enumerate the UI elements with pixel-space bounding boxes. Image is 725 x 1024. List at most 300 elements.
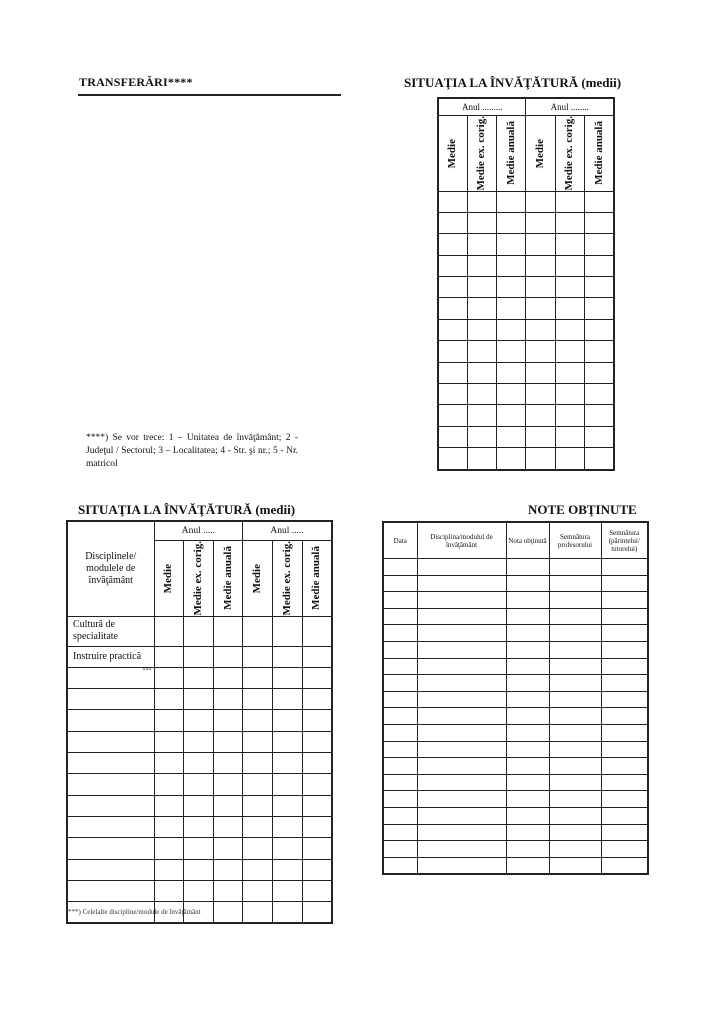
table-row xyxy=(383,857,648,874)
grade-cell[interactable] xyxy=(506,824,549,841)
grade-cell[interactable] xyxy=(585,384,614,405)
transfer-divider xyxy=(78,94,341,96)
grade-cell[interactable] xyxy=(272,753,302,774)
grade-cell[interactable] xyxy=(467,191,496,212)
grade-cell[interactable] xyxy=(506,758,549,775)
grade-cell[interactable] xyxy=(272,774,302,795)
table-row xyxy=(67,646,332,667)
grade-cell[interactable] xyxy=(585,341,614,362)
grade-cell[interactable] xyxy=(213,689,243,710)
grade-cell[interactable] xyxy=(184,774,214,795)
grade-cell[interactable] xyxy=(243,753,273,774)
discipline-cell[interactable] xyxy=(67,859,154,880)
grade-cell[interactable] xyxy=(549,724,601,741)
grade-cell[interactable] xyxy=(585,212,614,233)
grade-cell[interactable] xyxy=(497,191,526,212)
grade-cell[interactable] xyxy=(585,234,614,255)
discipline-name: Instruire practică xyxy=(67,646,154,667)
grade-cell[interactable] xyxy=(549,774,601,791)
grade-cell[interactable] xyxy=(549,658,601,675)
table-row xyxy=(438,255,614,276)
grade-cell[interactable] xyxy=(555,212,584,233)
discipline-cell[interactable] xyxy=(67,710,154,731)
discipline-cell[interactable] xyxy=(67,816,154,837)
grade-cell[interactable] xyxy=(302,816,332,837)
grade-cell[interactable] xyxy=(506,675,549,692)
grade-cell[interactable] xyxy=(601,857,648,874)
grade-cell[interactable] xyxy=(585,191,614,212)
grade-cell[interactable] xyxy=(243,731,273,752)
grade-cell[interactable] xyxy=(213,753,243,774)
grade-cell[interactable] xyxy=(417,691,506,708)
grade-cell[interactable] xyxy=(601,824,648,841)
grade-cell[interactable] xyxy=(467,362,496,383)
grade-cell[interactable] xyxy=(243,710,273,731)
column-header-medie-anuala: Medie anuală xyxy=(497,116,526,192)
grade-cell[interactable] xyxy=(154,710,184,731)
grade-cell[interactable] xyxy=(184,646,214,667)
grade-cell[interactable] xyxy=(302,731,332,752)
grade-cell[interactable] xyxy=(497,426,526,447)
grade-cell[interactable] xyxy=(467,255,496,276)
grade-cell[interactable] xyxy=(417,675,506,692)
grade-cell[interactable] xyxy=(383,758,417,775)
grade-cell[interactable] xyxy=(497,298,526,319)
grade-cell[interactable] xyxy=(555,319,584,340)
grade-cell[interactable] xyxy=(302,902,332,924)
table-row xyxy=(438,277,614,298)
grade-cell[interactable] xyxy=(243,859,273,880)
grade-cell[interactable] xyxy=(549,841,601,858)
grade-cell[interactable] xyxy=(585,448,614,470)
grade-cell[interactable] xyxy=(154,689,184,710)
grade-cell[interactable] xyxy=(243,667,273,688)
table-row xyxy=(383,741,648,758)
grade-cell[interactable] xyxy=(417,824,506,841)
grade-cell[interactable] xyxy=(302,838,332,859)
grade-cell[interactable] xyxy=(417,724,506,741)
grade-cell[interactable] xyxy=(272,710,302,731)
grade-cell[interactable] xyxy=(184,816,214,837)
grade-cell[interactable] xyxy=(302,859,332,880)
grade-cell[interactable] xyxy=(213,731,243,752)
grade-cell[interactable] xyxy=(272,646,302,667)
grade-cell[interactable] xyxy=(154,616,184,646)
grade-cell[interactable] xyxy=(383,841,417,858)
grade-cell[interactable] xyxy=(272,816,302,837)
column-header-date: Data xyxy=(383,522,417,559)
grade-cell[interactable] xyxy=(243,616,273,646)
grade-cell[interactable] xyxy=(555,426,584,447)
grade-cell[interactable] xyxy=(302,795,332,816)
grade-cell[interactable] xyxy=(417,559,506,576)
grade-cell[interactable] xyxy=(417,807,506,824)
grade-cell[interactable] xyxy=(526,448,555,470)
grade-cell[interactable] xyxy=(213,646,243,667)
grade-cell[interactable] xyxy=(302,880,332,901)
notes-table xyxy=(382,521,649,875)
grade-cell[interactable] xyxy=(383,608,417,625)
grade-cell[interactable] xyxy=(154,667,184,688)
grade-cell[interactable] xyxy=(497,255,526,276)
grade-cell[interactable] xyxy=(154,753,184,774)
grade-cell[interactable] xyxy=(585,277,614,298)
grade-cell[interactable] xyxy=(383,741,417,758)
grade-cell[interactable] xyxy=(438,341,467,362)
grade-cell[interactable] xyxy=(213,859,243,880)
table-row xyxy=(67,731,332,752)
grade-cell[interactable] xyxy=(467,212,496,233)
grade-cell[interactable] xyxy=(302,667,332,688)
grade-cell[interactable] xyxy=(154,859,184,880)
grade-cell[interactable] xyxy=(526,384,555,405)
discipline-cell[interactable] xyxy=(67,689,154,710)
grade-cell[interactable] xyxy=(383,575,417,592)
grade-cell[interactable] xyxy=(302,774,332,795)
grade-cell[interactable] xyxy=(467,277,496,298)
grade-cell[interactable] xyxy=(213,795,243,816)
grade-cell[interactable] xyxy=(438,191,467,212)
grade-cell[interactable] xyxy=(438,362,467,383)
grade-cell[interactable] xyxy=(184,753,214,774)
table-row xyxy=(438,191,614,212)
grade-cell[interactable] xyxy=(601,691,648,708)
grade-cell[interactable] xyxy=(417,841,506,858)
grades-table-top xyxy=(437,97,615,471)
grade-cell[interactable] xyxy=(601,724,648,741)
grade-cell[interactable] xyxy=(601,758,648,775)
grade-cell[interactable] xyxy=(506,608,549,625)
grade-cell[interactable] xyxy=(243,774,273,795)
grade-cell[interactable] xyxy=(243,816,273,837)
grade-cell[interactable] xyxy=(272,880,302,901)
grade-cell[interactable] xyxy=(555,405,584,426)
grade-cell[interactable] xyxy=(243,902,273,924)
grade-cell[interactable] xyxy=(302,689,332,710)
grade-cell[interactable] xyxy=(184,731,214,752)
grade-cell[interactable] xyxy=(506,559,549,576)
grade-cell[interactable] xyxy=(506,641,549,658)
grade-cell[interactable] xyxy=(272,731,302,752)
grade-cell[interactable] xyxy=(497,341,526,362)
discipline-cell[interactable] xyxy=(67,880,154,901)
grade-cell[interactable] xyxy=(272,838,302,859)
table-row xyxy=(67,667,332,688)
grade-cell[interactable] xyxy=(467,426,496,447)
grade-cell[interactable] xyxy=(243,838,273,859)
grade-cell[interactable] xyxy=(506,791,549,808)
grade-cell[interactable] xyxy=(549,592,601,609)
discipline-cell[interactable] xyxy=(67,838,154,859)
grade-cell[interactable] xyxy=(526,277,555,298)
grade-cell[interactable] xyxy=(555,362,584,383)
grade-cell[interactable] xyxy=(467,234,496,255)
grade-cell[interactable] xyxy=(213,816,243,837)
transfer-footnote: ****) Se vor trece: 1 – Unitatea de învăţământ; 2 - Judeţul / Sectorul; 3 – Localitatea; 4 - Str. şi nr.; 5 - Nr. matricol xyxy=(86,433,298,469)
grade-cell[interactable] xyxy=(497,405,526,426)
grade-cell[interactable] xyxy=(383,691,417,708)
table-row xyxy=(383,559,648,576)
grade-cell[interactable] xyxy=(506,841,549,858)
grade-cell[interactable] xyxy=(526,362,555,383)
grade-cell[interactable] xyxy=(302,710,332,731)
grade-cell[interactable] xyxy=(154,795,184,816)
table-row xyxy=(438,298,614,319)
table-row xyxy=(67,616,332,646)
grade-cell[interactable] xyxy=(302,616,332,646)
grade-cell[interactable] xyxy=(601,575,648,592)
grade-cell[interactable] xyxy=(506,807,549,824)
disciplines-footnote: ***) Celelalte discipline/module de învăţământ xyxy=(68,908,201,916)
grade-cell[interactable] xyxy=(213,667,243,688)
grade-cell[interactable] xyxy=(601,625,648,642)
grade-cell[interactable] xyxy=(243,689,273,710)
grade-cell[interactable] xyxy=(467,341,496,362)
table-row xyxy=(438,362,614,383)
grade-cell[interactable] xyxy=(184,838,214,859)
grade-cell[interactable] xyxy=(383,658,417,675)
grade-cell[interactable] xyxy=(213,880,243,901)
grade-cell[interactable] xyxy=(272,859,302,880)
grade-cell[interactable] xyxy=(383,708,417,725)
grade-cell[interactable] xyxy=(526,319,555,340)
grade-cell[interactable] xyxy=(417,791,506,808)
grade-cell[interactable] xyxy=(497,212,526,233)
grade-cell[interactable] xyxy=(497,234,526,255)
grade-cell[interactable] xyxy=(154,731,184,752)
grade-cell[interactable] xyxy=(383,641,417,658)
grade-cell[interactable] xyxy=(506,625,549,642)
grade-cell[interactable] xyxy=(601,559,648,576)
grade-cell[interactable] xyxy=(497,384,526,405)
grade-cell[interactable] xyxy=(383,774,417,791)
grade-cell[interactable] xyxy=(417,774,506,791)
grade-cell[interactable] xyxy=(184,616,214,646)
grade-cell[interactable] xyxy=(272,902,302,924)
grade-cell[interactable] xyxy=(417,708,506,725)
grade-cell[interactable] xyxy=(438,448,467,470)
grade-cell[interactable] xyxy=(585,319,614,340)
grade-cell[interactable] xyxy=(506,724,549,741)
grade-cell[interactable] xyxy=(555,341,584,362)
grade-cell[interactable] xyxy=(526,426,555,447)
grade-cell[interactable] xyxy=(601,658,648,675)
grade-cell[interactable] xyxy=(383,625,417,642)
grade-cell[interactable] xyxy=(601,791,648,808)
grade-cell[interactable] xyxy=(438,212,467,233)
grade-cell[interactable] xyxy=(601,841,648,858)
grade-cell[interactable] xyxy=(154,880,184,901)
grade-cell[interactable] xyxy=(417,592,506,609)
table-row xyxy=(67,753,332,774)
year-header-1: Anul ......... xyxy=(438,98,526,116)
grade-cell[interactable] xyxy=(243,880,273,901)
grade-cell[interactable] xyxy=(526,191,555,212)
grade-cell[interactable] xyxy=(549,575,601,592)
grade-cell[interactable] xyxy=(497,362,526,383)
grade-cell[interactable] xyxy=(506,658,549,675)
table-row xyxy=(383,625,648,642)
grade-cell[interactable] xyxy=(184,859,214,880)
grade-cell[interactable] xyxy=(417,857,506,874)
grade-cell[interactable] xyxy=(497,448,526,470)
grade-cell[interactable] xyxy=(243,646,273,667)
grade-cell[interactable] xyxy=(549,559,601,576)
grade-cell[interactable] xyxy=(184,795,214,816)
grade-cell[interactable] xyxy=(213,902,243,924)
grade-cell[interactable] xyxy=(467,298,496,319)
grade-cell[interactable] xyxy=(438,319,467,340)
column-header-medie-corig: Medie ex. corig. xyxy=(467,116,496,192)
grade-cell[interactable] xyxy=(383,724,417,741)
grade-cell[interactable] xyxy=(438,405,467,426)
discipline-cell[interactable] xyxy=(67,731,154,752)
grade-cell[interactable] xyxy=(549,625,601,642)
grade-cell[interactable] xyxy=(585,426,614,447)
grade-cell[interactable] xyxy=(467,319,496,340)
grade-cell[interactable] xyxy=(549,691,601,708)
table-row xyxy=(383,824,648,841)
grade-cell[interactable] xyxy=(506,691,549,708)
grade-cell[interactable] xyxy=(184,667,214,688)
table-row xyxy=(67,795,332,816)
grade-cell[interactable] xyxy=(467,448,496,470)
discipline-cell[interactable] xyxy=(67,774,154,795)
grade-cell[interactable] xyxy=(549,675,601,692)
grade-cell[interactable] xyxy=(555,298,584,319)
grade-cell[interactable] xyxy=(302,646,332,667)
grade-cell[interactable] xyxy=(417,658,506,675)
grade-cell[interactable] xyxy=(585,255,614,276)
grade-cell[interactable] xyxy=(272,795,302,816)
grade-cell[interactable] xyxy=(417,575,506,592)
grade-cell[interactable] xyxy=(417,625,506,642)
discipline-name: Cultură de specialitate xyxy=(67,616,154,646)
grade-cell[interactable] xyxy=(549,857,601,874)
grade-cell[interactable] xyxy=(549,608,601,625)
grade-cell[interactable] xyxy=(601,608,648,625)
table-row xyxy=(383,575,648,592)
grade-cell[interactable] xyxy=(506,741,549,758)
grade-cell[interactable] xyxy=(555,234,584,255)
grade-cell[interactable] xyxy=(506,774,549,791)
column-header-teacher-signature: Semnătura profesorului xyxy=(549,522,601,559)
grade-cell[interactable] xyxy=(184,880,214,901)
grade-cell[interactable] xyxy=(497,277,526,298)
grade-cell[interactable] xyxy=(585,362,614,383)
grade-cell[interactable] xyxy=(601,675,648,692)
grade-cell[interactable] xyxy=(601,592,648,609)
grade-cell[interactable] xyxy=(526,298,555,319)
grade-cell[interactable] xyxy=(213,616,243,646)
grade-cell[interactable] xyxy=(549,824,601,841)
grade-cell[interactable] xyxy=(555,255,584,276)
grade-cell[interactable] xyxy=(438,277,467,298)
grade-cell[interactable] xyxy=(467,384,496,405)
grade-cell[interactable] xyxy=(549,758,601,775)
grade-cell[interactable] xyxy=(272,689,302,710)
grade-cell[interactable] xyxy=(601,708,648,725)
grade-cell[interactable] xyxy=(506,857,549,874)
grade-cell[interactable] xyxy=(506,592,549,609)
grade-cell[interactable] xyxy=(417,741,506,758)
grade-cell[interactable] xyxy=(601,641,648,658)
grade-cell[interactable] xyxy=(154,838,184,859)
discipline-cell[interactable] xyxy=(67,753,154,774)
grade-cell[interactable] xyxy=(383,675,417,692)
grade-cell[interactable] xyxy=(601,741,648,758)
grade-cell[interactable] xyxy=(438,384,467,405)
grade-cell[interactable] xyxy=(213,838,243,859)
grade-cell[interactable] xyxy=(272,667,302,688)
table-row xyxy=(67,689,332,710)
grade-cell[interactable] xyxy=(526,341,555,362)
grade-cell[interactable] xyxy=(438,298,467,319)
grade-cell[interactable] xyxy=(154,646,184,667)
grade-cell[interactable] xyxy=(549,791,601,808)
grade-cell[interactable] xyxy=(506,708,549,725)
grade-cell[interactable] xyxy=(383,559,417,576)
grade-cell[interactable] xyxy=(383,857,417,874)
grade-cell[interactable] xyxy=(549,708,601,725)
grade-cell[interactable] xyxy=(438,255,467,276)
grade-cell[interactable] xyxy=(417,641,506,658)
grade-cell[interactable] xyxy=(549,641,601,658)
grade-cell[interactable] xyxy=(497,319,526,340)
grade-cell[interactable] xyxy=(383,791,417,808)
grade-cell[interactable] xyxy=(526,255,555,276)
grade-cell[interactable] xyxy=(383,807,417,824)
grade-cell[interactable] xyxy=(467,405,496,426)
grade-cell[interactable] xyxy=(417,608,506,625)
grade-cell[interactable] xyxy=(438,234,467,255)
column-header-medie-corig: Medie ex. corig. xyxy=(184,541,214,617)
grade-cell[interactable] xyxy=(184,710,214,731)
grade-cell[interactable] xyxy=(601,807,648,824)
grade-cell[interactable] xyxy=(383,824,417,841)
grade-cell[interactable] xyxy=(154,774,184,795)
grade-cell[interactable] xyxy=(154,816,184,837)
table-row xyxy=(67,816,332,837)
grade-cell[interactable] xyxy=(383,592,417,609)
table-row xyxy=(67,859,332,880)
grade-cell[interactable] xyxy=(526,405,555,426)
grade-cell[interactable] xyxy=(585,405,614,426)
grade-cell[interactable] xyxy=(526,212,555,233)
grade-cell[interactable] xyxy=(549,741,601,758)
grade-cell[interactable] xyxy=(213,774,243,795)
grade-cell[interactable] xyxy=(555,277,584,298)
grade-cell[interactable] xyxy=(438,426,467,447)
grade-cell[interactable] xyxy=(417,758,506,775)
grade-cell[interactable] xyxy=(272,616,302,646)
grade-cell[interactable] xyxy=(243,795,273,816)
grade-cell[interactable] xyxy=(555,448,584,470)
grade-cell[interactable] xyxy=(302,753,332,774)
grade-cell[interactable] xyxy=(213,710,243,731)
discipline-cell[interactable] xyxy=(67,795,154,816)
grade-cell[interactable] xyxy=(555,191,584,212)
grade-cell[interactable] xyxy=(549,807,601,824)
grade-cell[interactable] xyxy=(585,298,614,319)
grade-cell[interactable] xyxy=(555,384,584,405)
grade-cell[interactable] xyxy=(526,234,555,255)
column-header-medie-corig: Medie ex. corig. xyxy=(555,116,584,192)
grade-cell[interactable] xyxy=(184,689,214,710)
year-header-2: Anul ..... xyxy=(243,521,332,541)
grade-cell[interactable] xyxy=(506,575,549,592)
grade-cell[interactable] xyxy=(601,774,648,791)
